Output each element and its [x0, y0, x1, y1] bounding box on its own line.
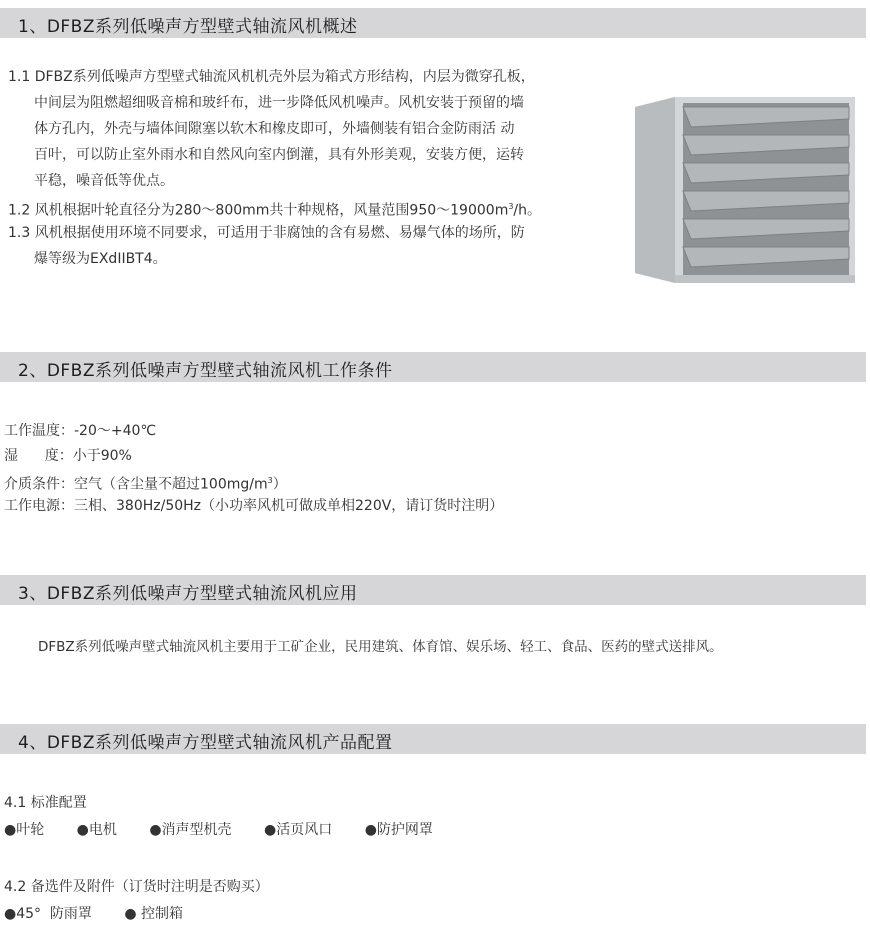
condition-power	[4, 493, 503, 519]
config-item-rain-hood: ●45° 防雨罩	[4, 906, 92, 922]
config-item-louver-vent: ●活页风口	[264, 822, 333, 838]
condition-medium-label: 介质条件：	[4, 476, 74, 493]
config-standard-title: 4.1 标准配置	[4, 795, 87, 811]
condition-medium-close: ）	[272, 476, 287, 493]
overview-para-1-line-1: 1.1 DFBZ系列低噪声方型壁式轴流风机机壳外层为箱式方形结构，内层为微穿孔板，	[8, 69, 535, 85]
unit-superscript: 3	[267, 476, 273, 485]
condition-power-label: 工作电源：	[4, 498, 74, 514]
overview-para-1-line-5: 平稳，噪音低等优点。	[34, 173, 174, 189]
condition-humidity-value: 小于90%	[72, 448, 132, 464]
config-optional-title: 4.2 备选件及附件（订货时注明是否购买）	[4, 879, 269, 895]
config-standard-list	[4, 817, 461, 843]
config-item-guard: ●防护网罩	[364, 822, 433, 838]
wall-fan-louver-photo	[635, 97, 855, 283]
condition-power-value: 三相、380Hz/50Hz（小功率风机可做成单相220V，请订货时注明）	[74, 498, 504, 514]
config-item-motor: ●电机	[76, 822, 117, 838]
overview-para-3-line-2: 爆等级为EXdIIBT4。	[34, 251, 167, 267]
section-title-application: 3、DFBZ系列低噪声方型壁式轴流风机应用	[18, 584, 358, 604]
overview-para-2-text: 1.2 风机根据叶轮直径分为280～800mm共十种规格，风量范围950～19000m	[8, 202, 509, 219]
condition-medium-value: 空气（含尘量不超过100mg/m	[74, 476, 268, 493]
overview-para-2-unit: /h。	[513, 202, 542, 219]
condition-temperature-value: -20～+40℃	[74, 423, 157, 439]
condition-temperature-label: 工作温度：	[4, 423, 74, 439]
overview-para-1-line-4: 百叶，可以防止室外雨水和自然风向室内倒灌，具有外形美观，安装方便，运转	[34, 147, 524, 163]
condition-humidity	[4, 443, 132, 469]
section-title-overview: 1、DFBZ系列低噪声方型壁式轴流风机概述	[18, 17, 358, 37]
config-item-control-box: ● 控制箱	[124, 906, 184, 922]
unit-superscript: 3	[508, 202, 514, 211]
overview-para-1-line-3: 体方孔内，外壳与墙体间隙塞以软木和橡皮即可，外墙侧装有铝合金防雨活 动	[34, 121, 515, 137]
condition-temperature	[4, 418, 156, 444]
section-title-configuration: 4、DFBZ系列低噪声方型壁式轴流风机产品配置	[18, 733, 393, 753]
section-title-conditions: 2、DFBZ系列低噪声方型壁式轴流风机工作条件	[18, 361, 393, 381]
overview-para-1-line-2: 中间层为阻燃超细吸音棉和玻纤布，进一步降低风机噪声。风机安装于预留的墙	[34, 95, 524, 111]
config-item-impeller: ●叶轮	[4, 822, 45, 838]
config-optional-list	[4, 901, 211, 927]
overview-para-3-line-1: 1.3 风机根据使用环境不同要求，可适用于非腐蚀的含有易燃、易爆气体的场所，防	[8, 225, 525, 241]
application-text: DFBZ系列低噪声壁式轴流风机主要用于工矿企业，民用建筑、体育馆、娱乐场、轻工、食品、医药的壁式送排风。	[38, 639, 723, 655]
condition-humidity-label: 湿 度：	[4, 448, 73, 464]
config-item-casing: ●消声型机壳	[149, 822, 232, 838]
